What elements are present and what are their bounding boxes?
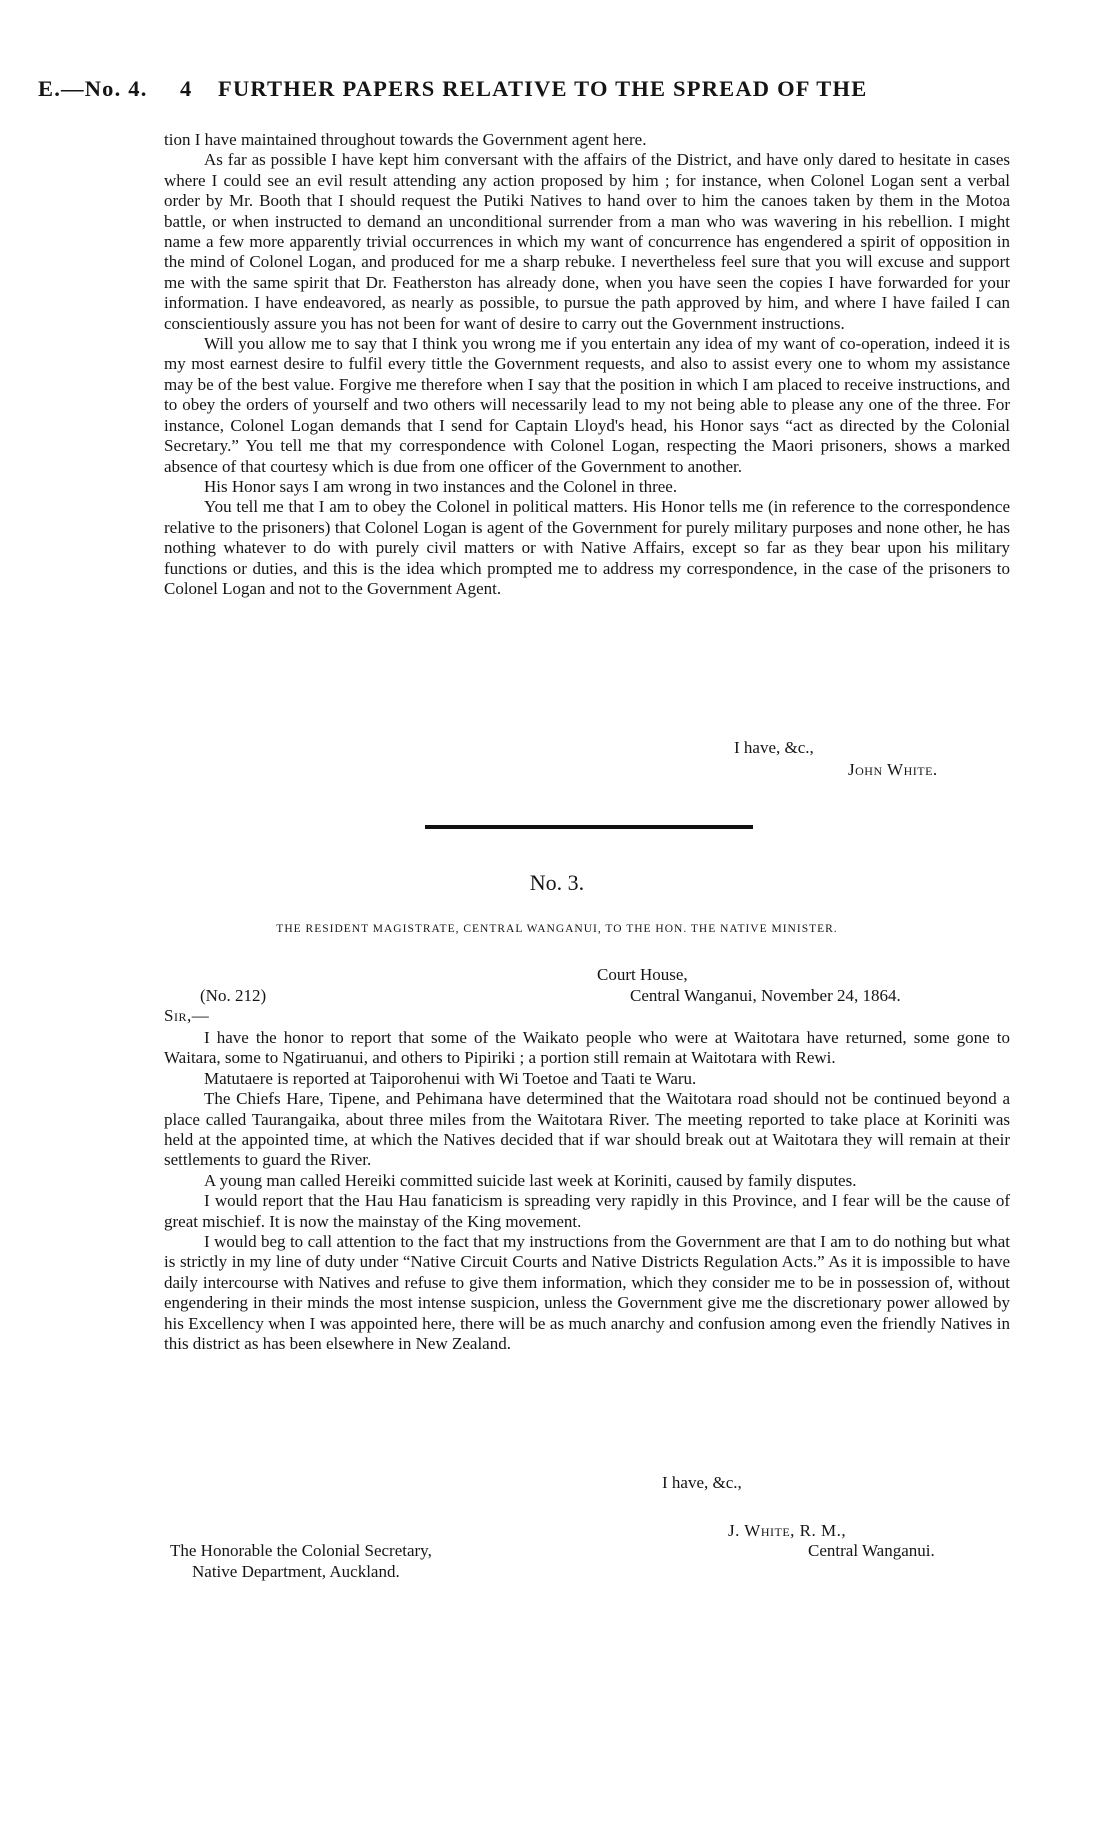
- letter-2-paragraph: I have the honor to report that some of the Waikato people who were at Waitotara have returned, some gone to Waitara, some to Ngatiruanui, and others to Pipiriki ; a portion still remain at Waitotara with Rewi.: [164, 1028, 1010, 1068]
- letter-2-paragraph: The Chiefs Hare, Tipene, and Pehimana have determined that the Waitotara road should not be continued beyond a place called Taurangaika, about three miles from the Waitotara River. The meeting reported to take place at Koriniti was held at the appointed time, at which the Natives decided that if war should break out at Waitotara they will remain at their settlements to guard the River.: [164, 1089, 1010, 1170]
- letter-2-reference-number: (No. 212): [200, 986, 267, 1005]
- letter-1-paragraph: You tell me that I am to obey the Colonel in political matters. His Honor tells me (in reference to the correspondence relative to the prisoners) that Colonel Logan is agent of the Government for purely military purposes and none other, he has nothing whatever to do with purely civil matters or with Native Affairs, except so far as they bear upon his military functions or duties, and this is the idea which prompted me to address my correspondence, in the case of the prisoners to Colonel Logan and not to the Government Agent.: [164, 497, 1010, 598]
- running-title: FURTHER PAPERS RELATIVE TO THE SPREAD OF THE: [218, 76, 868, 101]
- letter-2-body: [164, 1028, 1010, 1355]
- letter-2-signature: J. White, R. M.,: [728, 1521, 847, 1540]
- letter-2-closing: I have, &c.,: [662, 1473, 742, 1492]
- letter-1-signature: John White.: [848, 760, 938, 779]
- letter-2-signature-place: Central Wanganui.: [808, 1541, 935, 1560]
- page-number: 4: [180, 76, 193, 101]
- section-divider: [425, 825, 753, 829]
- letter-2-address-line-1: Court House,: [597, 965, 688, 984]
- document-number: No. 3.: [529, 870, 585, 895]
- document-reference: E.—No. 4.: [38, 76, 148, 101]
- letter-2-address-line-2: Central Wanganui, November 24, 1864.: [630, 986, 901, 1005]
- letter-1-paragraph: His Honor says I am wrong in two instances and the Colonel in three.: [204, 476, 678, 496]
- letter-2-paragraph: I would report that the Hau Hau fanaticism is spreading very rapidly in this Province, and I fear will be the cause of great mischief. It is now the mainstay of the King movement.: [164, 1191, 1010, 1231]
- letter-2-paragraph: I would beg to call attention to the fact that my instructions from the Government are that I am to do nothing but what is strictly in my line of duty under “Native Circuit Courts and Native Districts Regulation Acts.” As it is impossible to have daily intercourse with Natives and refuse to give them information, which they consider me to be in possession of, without engendering in their minds the most intense suspicion, unless the Government give me the discretionary power allowed by his Excellency when I was appointed here, there will be as much anarchy and confusion among even the friendly Natives in this district as has been elsewhere in New Zealand.: [164, 1232, 1010, 1354]
- letter-2-paragraph: Matutaere is reported at Taiporohenui with Wi Toetoe and Taati te Waru.: [204, 1068, 697, 1088]
- letter-2-heading: THE RESIDENT MAGISTRATE, CENTRAL WANGANUI, TO THE HON. THE NATIVE MINISTER.: [276, 923, 838, 935]
- letter-1-paragraph: As far as possible I have kept him conversant with the affairs of the District, and have only dared to hesitate in cases where I could see an evil result attending any action proposed by him ; for instance, when Colonel Logan sent a verbal order by Mr. Booth that I should request the Putiki Natives to hand over to him the canoes taken by them in the Motoa battle, or when instructed to demand an unconditional surrender from a man who was wavering in his rebellion. I might name a few more apparently trivial occurrences in which my want of concurrence has engendered a spirit of opposition in the mind of Colonel Logan, and produced for me a sharp rebuke. I nevertheless feel sure that you will excuse and support me with the same spirit that Dr. Featherston has already done, when you have seen the copies I have forwarded for your information. I have endeavored, as nearly as possible, to pursue the path approved by him, and where I have failed I can conscientiously assure you has not been for want of desire to carry out the Government instructions.: [164, 150, 1010, 333]
- letter-1-paragraph: tion I have maintained throughout towards the Government agent here.: [164, 130, 647, 149]
- addressee-line-2: Native Department, Auckland.: [192, 1562, 400, 1581]
- page-header: [38, 76, 1078, 110]
- letter-1-body: [164, 130, 1010, 599]
- letter-1-paragraph: Will you allow me to say that I think you wrong me if you entertain any idea of my want of co-operation, indeed it is my most earnest desire to fulfil every tittle the Government requests, and also to assist every one to whom my assistance may be of the best value. Forgive me therefore when I say that the position in which I am placed to receive instructions, and to obey the orders of yourself and two others will necessarily lead to my not being able to please any one of the three. For instance, Colonel Logan demands that I send for Captain Lloyd's head, his Honor says “act as directed by the Colonial Secretary.” You tell me that my correspondence with Colonel Logan, respecting the Maori prisoners, shows a marked absence of that courtesy which is due from one officer of the Government to another.: [164, 334, 1010, 476]
- addressee-line-1: The Honorable the Colonial Secretary,: [170, 1541, 432, 1560]
- letter-1-closing: I have, &c.,: [734, 738, 814, 757]
- letter-2-paragraph: A young man called Hereiki committed suicide last week at Koriniti, caused by family disputes.: [204, 1170, 857, 1190]
- letter-2-salutation: Sir,—: [164, 1006, 210, 1025]
